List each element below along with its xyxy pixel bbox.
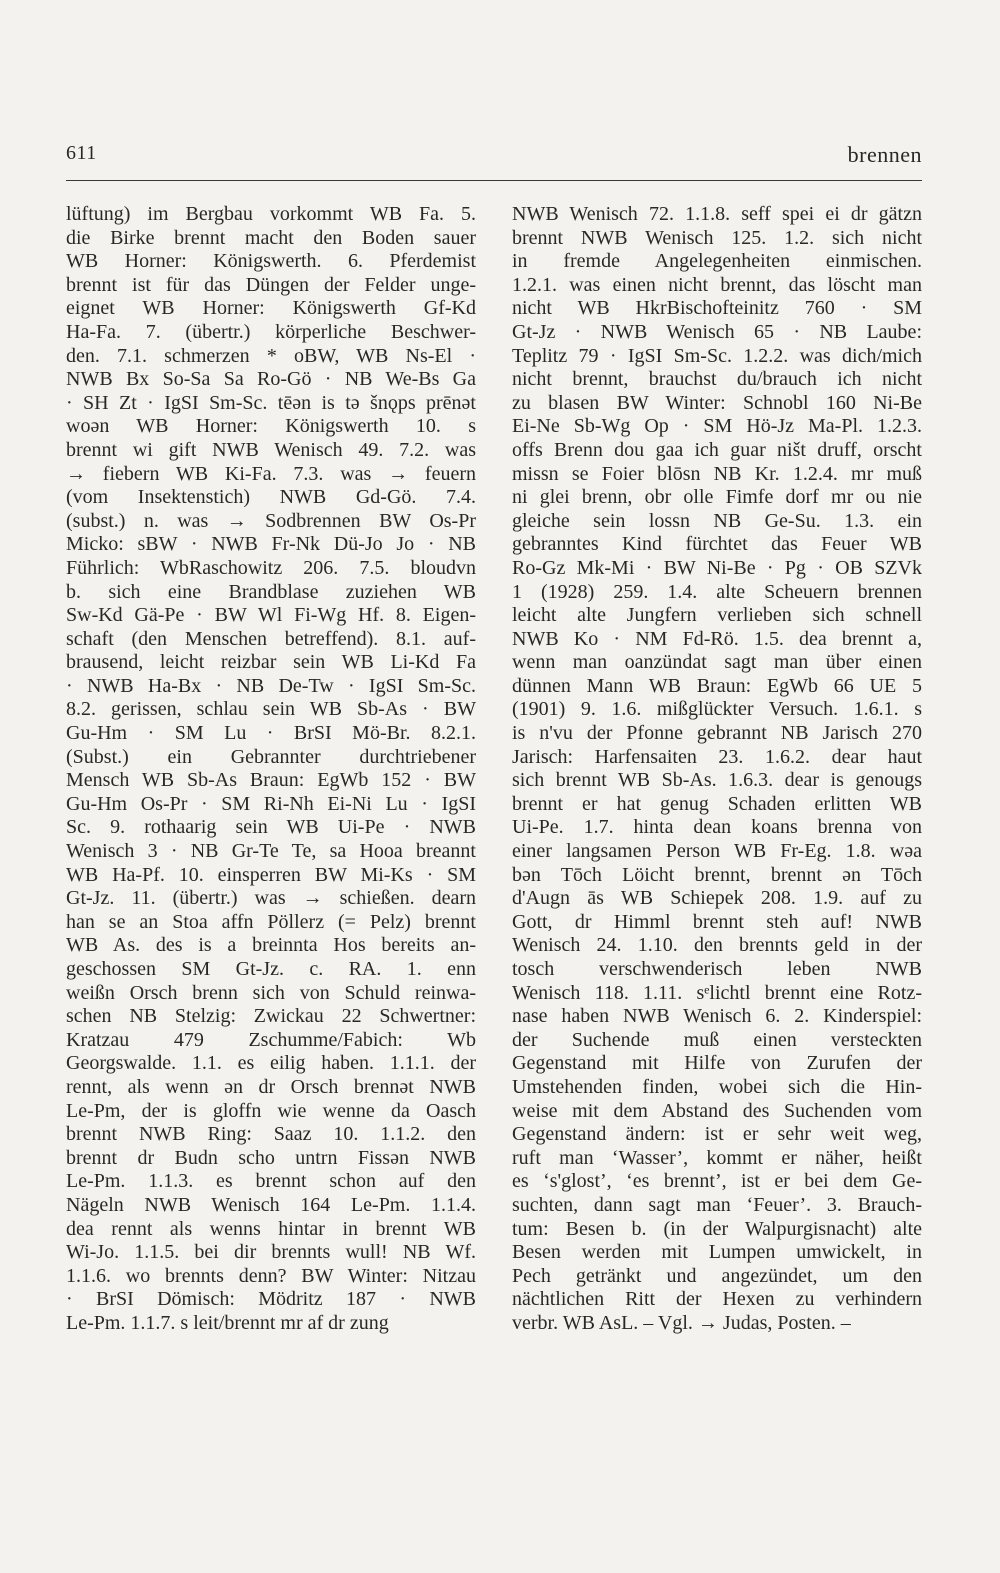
text-line: Kratzau 479 Zschumme/Fabich: Wb xyxy=(66,1028,476,1051)
text-line: Sc. 9. rothaarig sein WB Ui-Pe · NWB xyxy=(66,816,476,839)
text-line: NWB Ko · NM Fd-Rö. 1.5. dea brennt a, xyxy=(512,627,922,650)
text-line: ruft man ‘Wasser’, kommt er näher, heißt xyxy=(512,1146,922,1169)
text-line: ni glei brenn, obr olle Fimfe dorf mr ou nie xyxy=(512,486,922,509)
text-line: WB Ha-Pf. 10. einsperren BW Mi-Ks · SM xyxy=(66,863,476,886)
text-line: schaft (den Menschen betreffend). 8.1. auf- xyxy=(66,627,476,650)
text-line: brennt ist für das Düngen der Felder unge- xyxy=(66,273,476,296)
text-line: · SH Zt · IgSI Sm-Sc. tēən is tə šnǫps prēnət xyxy=(66,391,476,414)
text-line: Ui-Pe. 1.7. hinta dean koans brenna von xyxy=(512,816,922,839)
text-line: in fremde Angelegenheiten einmischen. xyxy=(512,250,922,273)
text-line: weise mit dem Abstand des Suchenden vom xyxy=(512,1099,922,1122)
text-line: brennt er hat genug Schaden erlitten WB xyxy=(512,792,922,815)
text-line: (subst.) n. was → Sodbrennen BW Os-Pr xyxy=(66,509,476,532)
text-line: Gegenstand mit Hilfe von Zurufen der xyxy=(512,1052,922,1075)
text-line: Gt-Jz. 11. (übertr.) was → schießen. dearn xyxy=(66,887,476,910)
text-line: Jarisch: Harfensaiten 23. 1.6.2. dear haut xyxy=(512,745,922,768)
text-line: es ‘s'glost’, ‘es brennt’, ist er bei dem Ge- xyxy=(512,1170,922,1193)
text-line: Ha-Fa. 7. (übertr.) körperliche Beschwer- xyxy=(66,320,476,343)
text-line: brennt NWB Ring: Saaz 10. 1.1.2. den xyxy=(66,1123,476,1146)
text-line: Gu-Hm · SM Lu · BrSI Mö-Br. 8.2.1. xyxy=(66,722,476,745)
text-line: gebranntes Kind fürchtet das Feuer WB xyxy=(512,533,922,556)
text-line: Wenisch 24. 1.10. den brennts geld in der xyxy=(512,934,922,957)
text-line: den. 7.1. schmerzen * oBW, WB Ns-El · xyxy=(66,344,476,367)
text-line: suchten, dann sagt man ‘Feuer’. 3. Brauch- xyxy=(512,1193,922,1216)
text-line: (vom Insektenstich) NWB Gd-Gö. 7.4. xyxy=(66,486,476,509)
text-line: tosch verschwenderisch leben NWB xyxy=(512,958,922,980)
text-line: weißn Orsch brenn sich von Schuld reinwa- xyxy=(66,981,476,1004)
text-line: 1.1.6. wo brennts denn? BW Winter: Nitzau xyxy=(66,1264,476,1287)
text-line: tum: Besen b. (in der Walpurgisnacht) alte xyxy=(512,1217,922,1240)
text-line: bən Tōch Löicht brennt, brennt ən Tōch xyxy=(512,863,922,886)
text-line: einer langsamen Person WB Fr-Eg. 1.8. wəa xyxy=(512,840,922,863)
right-column xyxy=(512,203,922,1336)
text-line: geschossen SM Gt-Jz. c. RA. 1. enn xyxy=(66,958,476,980)
text-line: WB Horner: Königswerth. 6. Pferdemist xyxy=(66,250,476,273)
text-line: b. sich eine Brandblase zuziehen WB xyxy=(66,580,476,603)
text-line: schen NB Stelzig: Zwickau 22 Schwertner: xyxy=(66,1005,476,1028)
text-line: han se an Stoa affn Pöllerz (= Pelz) brennt xyxy=(66,910,476,933)
text-line: d'Augn ās WB Schiepek 208. 1.9. auf zu xyxy=(512,887,922,910)
text-line: nicht WB HkrBischofteinitz 760 · SM xyxy=(512,297,922,320)
text-line: dea rennt als wenns hintar in brennt WB xyxy=(66,1217,476,1240)
text-line: · BrSI Dömisch: Mödritz 187 · NWB xyxy=(66,1288,476,1311)
text-line: Sw-Kd Gä-Pe · BW Wl Fi-Wg Hf. 8. Eigen- xyxy=(66,604,476,627)
text-line: nase haben NWB Wenisch 6. 2. Kinderspiel: xyxy=(512,1005,922,1028)
text-line: brennt wi gift NWB Wenisch 49. 7.2. was xyxy=(66,438,476,461)
text-line: lüftung) im Bergbau vorkommt WB Fa. 5. xyxy=(66,203,476,225)
text-line: Le-Pm. 1.1.3. es brennt schon auf den xyxy=(66,1170,476,1193)
text-line: gleiche sein lossn NB Ge-Su. 1.3. ein xyxy=(512,509,922,532)
text-line: Wenisch 118. 1.11. sᵉlichtl brennt eine Rotz- xyxy=(512,981,922,1004)
text-line: (Subst.) ein Gebrannter durchtriebener xyxy=(66,745,476,768)
text-line: Georgswalde. 1.1. es eilig haben. 1.1.1. der xyxy=(66,1052,476,1075)
text-line: (1901) 9. 1.6. mißglückter Versuch. 1.6.1. s xyxy=(512,698,922,721)
text-line: missn se Foier blōsn NB Kr. 1.2.4. mr muß xyxy=(512,462,922,485)
text-line: Ei-Ne Sb-Wg Op · SM Hö-Jz Ma-Pl. 1.2.3. xyxy=(512,415,922,438)
text-line: der Suchende muß einen versteckten xyxy=(512,1028,922,1051)
text-line: Führlich: WbRaschowitz 206. 7.5. bloudvn xyxy=(66,556,476,579)
text-line: Besen werden mit Lumpen umwickelt, in xyxy=(512,1241,922,1264)
text-line: · NWB Ha-Bx · NB De-Tw · IgSI Sm-Sc. xyxy=(66,674,476,697)
left-column xyxy=(66,203,476,1336)
text-line: Pech getränkt und angezündet, um den xyxy=(512,1264,922,1287)
text-line: eignet WB Horner: Königswerth Gf-Kd xyxy=(66,297,476,320)
text-line: Nägeln NWB Wenisch 164 Le-Pm. 1.1.4. xyxy=(66,1193,476,1216)
text-line: dünnen Mann WB Braun: EgWb 66 UE 5 xyxy=(512,674,922,697)
text-line: wenn man oanzündat sagt man über einen xyxy=(512,651,922,674)
page-number: 611 xyxy=(66,142,97,164)
text-line: Gott, dr Himml brennt steh auf! NWB xyxy=(512,910,922,933)
text-line: nicht brennt, brauchst du/brauch ich nicht xyxy=(512,368,922,391)
text-line: Micko: sBW · NWB Fr-Nk Dü-Jo Jo · NB xyxy=(66,533,476,556)
text-line: WB As. des is a breinnta Hos bereits an- xyxy=(66,934,476,957)
text-line: Wi-Jo. 1.1.5. bei dir brennts wull! NB Wf. xyxy=(66,1241,476,1264)
text-line: nächtlichen Ritt der Hexen zu verhindern xyxy=(512,1288,922,1311)
text-line: 1.2.1. was einen nicht brennt, das löscht man xyxy=(512,273,922,296)
text-line: Gt-Jz · NWB Wenisch 65 · NB Laube: xyxy=(512,320,922,343)
text-line: brennt dr Budn scho untrn Fissən NWB xyxy=(66,1146,476,1169)
text-line: Le-Pm. 1.1.7. s leit/brennt mr af dr zung xyxy=(66,1311,389,1334)
text-line: NWB Wenisch 72. 1.1.8. seff spei ei dr gätzn xyxy=(512,203,922,225)
running-header xyxy=(66,140,922,181)
text-line: Le-Pm, der is gloffn wie wenne da Oasch xyxy=(66,1099,476,1122)
text-line: rennt, als wenn ən dr Orsch brennət NWB xyxy=(66,1075,476,1098)
text-line: offs Brenn dou gaa ich guar ništ druff, orscht xyxy=(512,438,922,461)
text-line: NWB Bx So-Sa Sa Ro-Gö · NB We-Bs Ga xyxy=(66,368,476,391)
text-line: Ro-Gz Mk-Mi · BW Ni-Be · Pg · OB SZVk xyxy=(512,556,922,579)
header-keyword: brennen xyxy=(847,142,922,167)
text-line: Wenisch 3 · NB Gr-Te Te, sa Hooa breannt xyxy=(66,840,476,863)
text-line: verbr. WB AsL. – Vgl. → Judas, Posten. – xyxy=(512,1311,851,1334)
text-line: 8.2. gerissen, schlau sein WB Sb-As · BW xyxy=(66,698,476,721)
text-line: leicht alte Jungfern verlieben sich schnell xyxy=(512,604,922,627)
text-line: Gu-Hm Os-Pr · SM Ri-Nh Ei-Ni Lu · IgSI xyxy=(66,792,476,815)
text-line: die Birke brennt macht den Boden sauer xyxy=(66,226,476,249)
text-line: Umstehenden finden, wobei sich die Hin- xyxy=(512,1075,922,1098)
text-line: sich brennt WB Sb-As. 1.6.3. dear is genougs xyxy=(512,769,922,792)
text-line: brausend, leicht reizbar sein WB Li-Kd Fa xyxy=(66,651,476,674)
text-line: brennt NWB Wenisch 125. 1.2. sich nicht xyxy=(512,226,922,249)
text-line: Gegenstand ändern: ist er sehr weit weg, xyxy=(512,1123,922,1146)
text-line: woən WB Horner: Königswerth 10. s xyxy=(66,415,476,438)
text-line: Mensch WB Sb-As Braun: EgWb 152 · BW xyxy=(66,769,476,792)
text-line: is n'vu der Pfonne gebrannt NB Jarisch 270 xyxy=(512,722,922,745)
text-line: Teplitz 79 · IgSI Sm-Sc. 1.2.2. was dich/mich xyxy=(512,344,922,367)
text-line: → fiebern WB Ki-Fa. 7.3. was → feuern xyxy=(66,462,476,485)
text-line: 1 (1928) 259. 1.4. alte Scheuern brennen xyxy=(512,580,922,603)
text-line: zu blasen BW Winter: Schnobl 160 Ni-Be xyxy=(512,391,922,414)
